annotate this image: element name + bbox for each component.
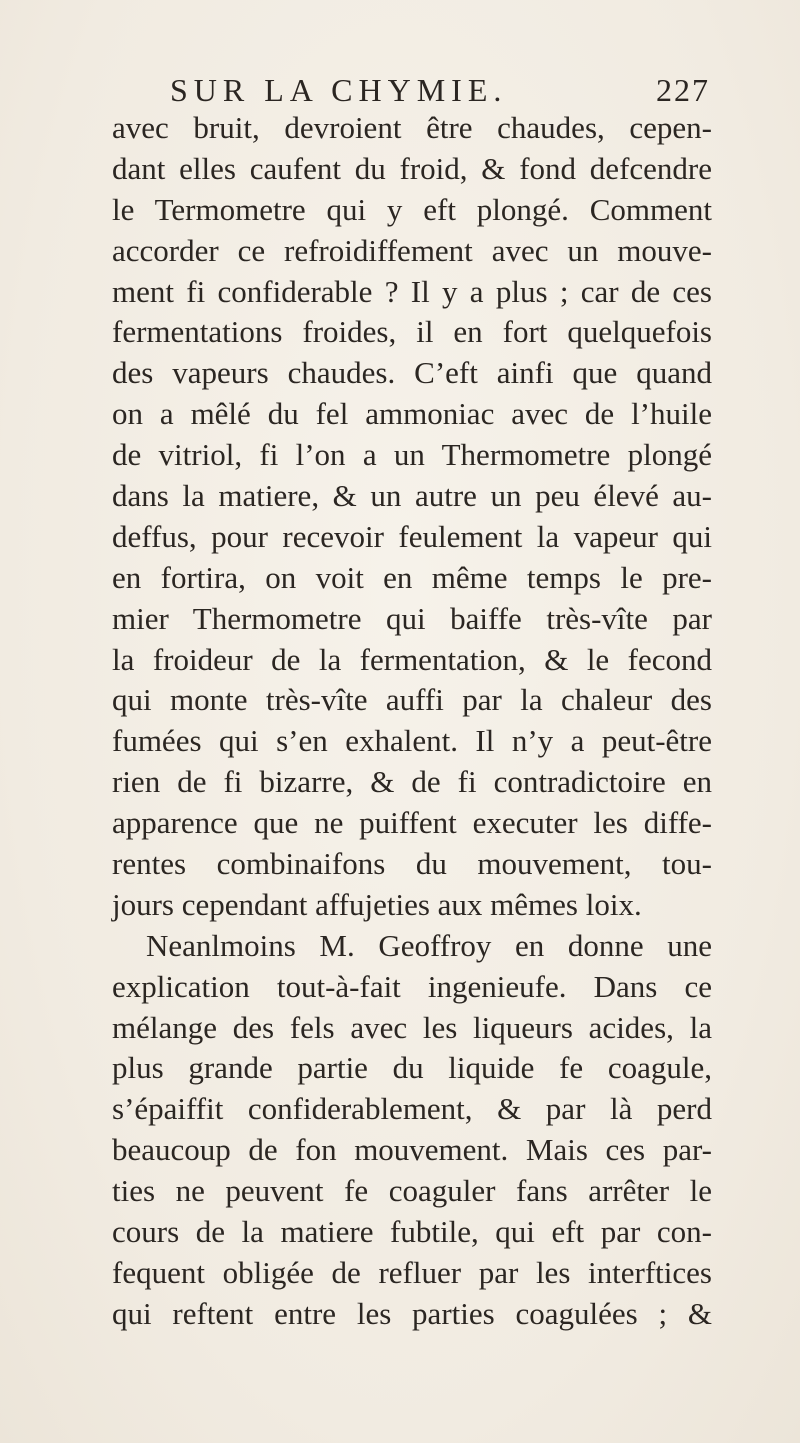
text-line: beaucoup de fon mouvement. Mais ces par- <box>112 1132 712 1168</box>
text-line: des vapeurs chaudes. C’eft ainfi que quand <box>112 355 712 391</box>
text-line: apparence que ne puiffent executer les diffe- <box>112 805 712 841</box>
running-head <box>170 72 710 112</box>
text-line: ties ne peuvent fe coaguler fans arrêter le <box>112 1173 712 1209</box>
text-line: avec bruit, devroient être chaudes, cepen- <box>112 110 712 145</box>
text-line: la froideur de la fermentation, & le fecond <box>112 641 712 677</box>
text-line: on a mêlé du fel ammoniac avec de l’huile <box>112 396 712 432</box>
text-line: Neanlmoins M. Geoffroy en donne une <box>146 927 712 963</box>
text-line: mélange des fels avec les liqueurs acides, la <box>112 1009 712 1045</box>
text-line: mier Thermometre qui baiffe très-vîte par <box>112 600 712 636</box>
text-line: fermentations froides, il en fort quelquefois <box>112 314 712 350</box>
text-line: explication tout-à-fait ingenieufe. Dans ce <box>112 968 712 1004</box>
text-line: accorder ce refroidiffement avec un mouve- <box>112 232 712 268</box>
text-line: dant elles caufent du froid, & fond defcendre <box>112 150 712 186</box>
text-line: qui monte très-vîte auffi par la chaleur des <box>112 682 712 718</box>
text-line: cours de la matiere fubtile, qui eft par con- <box>112 1214 712 1250</box>
text-line: s’épaiffit confiderablement, & par là perd <box>112 1091 712 1127</box>
text-line: le Termometre qui y eft plongé. Comment <box>112 191 712 227</box>
body-text <box>112 108 712 1335</box>
text-line: en fortira, on voit en même temps le pre- <box>112 559 712 595</box>
running-title: SUR LA CHYMIE. <box>170 72 508 108</box>
text-line: de vitriol, fi l’on a un Thermometre plongé <box>112 437 712 473</box>
text-line: fequent obligée de refluer par les interftices <box>112 1254 712 1290</box>
text-line: jours cependant affujeties aux mêmes loix. <box>112 886 642 922</box>
text-line: plus grande partie du liquide fe coagule, <box>112 1050 712 1086</box>
text-line: qui reftent entre les parties coagulées ; & <box>112 1295 712 1331</box>
text-line: rien de fi bizarre, & de fi contradictoire en <box>112 764 712 800</box>
text-line: ment fi confiderable ? Il y a plus ; car de ces <box>112 273 712 309</box>
text-line: deffus, pour recevoir feulement la vapeur qui <box>112 518 712 554</box>
text-line: fumées qui s’en exhalent. Il n’y a peut-être <box>112 723 712 759</box>
text-line: dans la matiere, & un autre un peu élevé au- <box>112 478 712 514</box>
page-number: 227 <box>656 72 710 108</box>
text-line: rentes combinaifons du mouvement, tou- <box>112 846 712 882</box>
